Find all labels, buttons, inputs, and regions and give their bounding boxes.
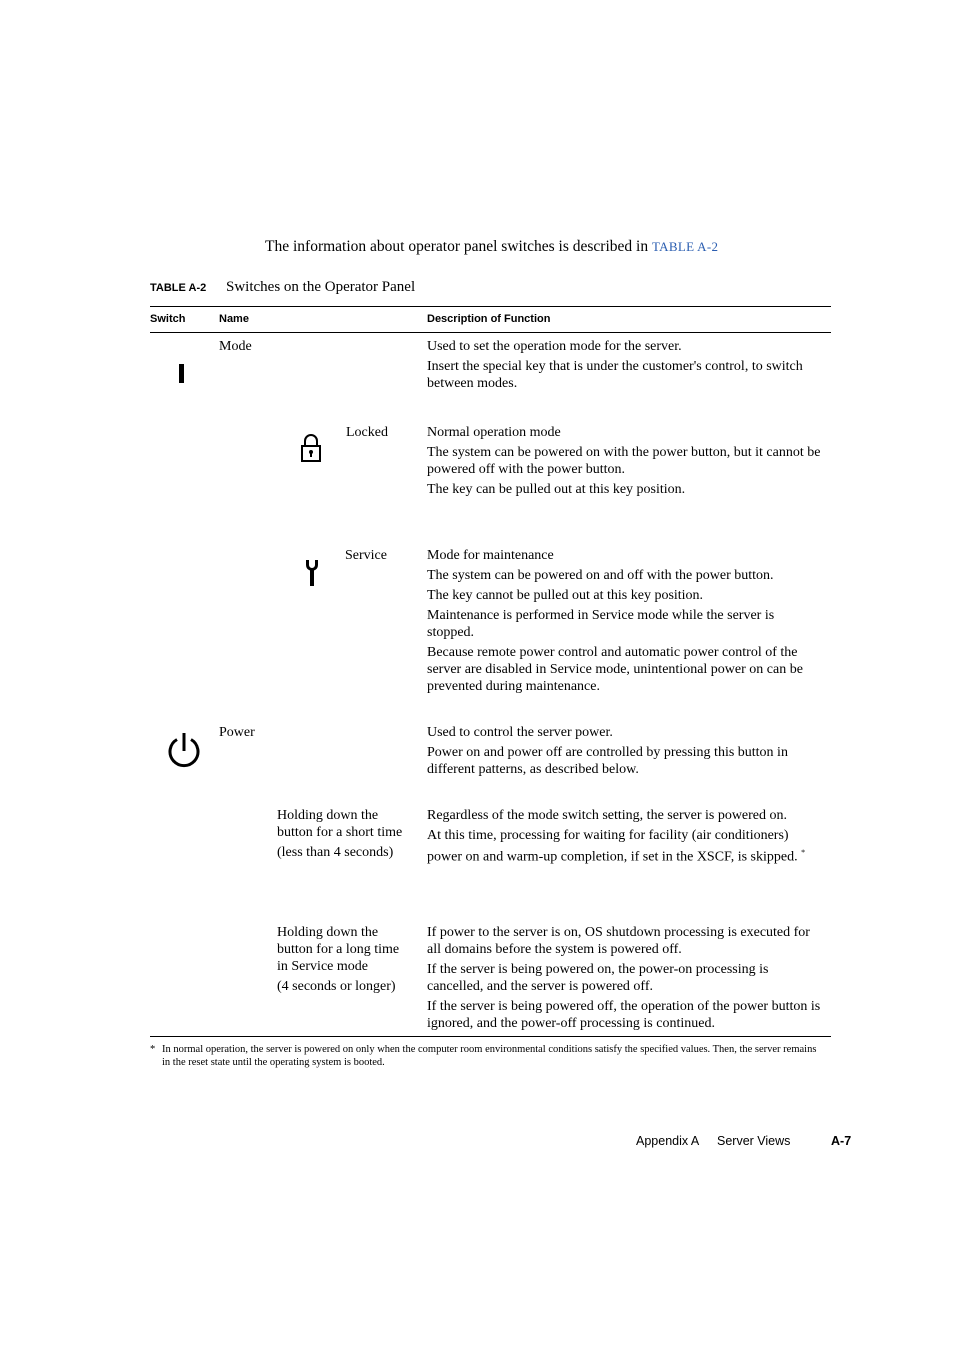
desc-line: Mode for maintenance <box>427 548 554 563</box>
name-note: (4 seconds or longer) <box>277 979 396 994</box>
header-switch: Switch <box>150 313 186 325</box>
table-bottom-rule <box>150 1036 831 1037</box>
desc-line: Maintenance is performed in Service mode while the server is stopped. <box>427 608 775 640</box>
name-line: Holding down the button for a short time <box>277 808 403 840</box>
row-mode-description <box>427 338 822 395</box>
footnote-text: In normal operation, the server is powered on only when the computer room environmental conditions satisfy the specified values. Then, the server remains in the reset state until the operating system is booted. <box>162 1044 817 1068</box>
row-locked-description <box>427 424 822 501</box>
intro-text: The information about operator panel switches is described in <box>265 238 652 255</box>
intro-paragraph <box>265 238 718 256</box>
wrench-icon <box>303 558 321 588</box>
footer-page-number: A-7 <box>831 1134 852 1148</box>
table-label: TABLE A-2 <box>150 282 207 294</box>
footnote-ref: * <box>801 848 806 857</box>
row-short-press-name <box>277 807 409 864</box>
desc-line: The system can be powered on and off with the power button. <box>427 568 774 583</box>
row-power-name: Power <box>219 725 255 740</box>
footer-chapter: Appendix A <box>636 1134 700 1148</box>
table-top-rule <box>150 306 831 307</box>
name-note: (less than 4 seconds) <box>277 845 394 860</box>
row-long-press-description <box>427 924 822 1035</box>
row-short-press-description <box>427 807 822 869</box>
table-a2-link[interactable]: TABLE A-2 <box>651 239 719 254</box>
header-name: Name <box>219 313 249 325</box>
desc-line: Used to set the operation mode for the server. <box>427 339 682 354</box>
row-mode-name: Mode <box>219 339 252 354</box>
table-header-rule <box>150 332 831 333</box>
row-service-name: Service <box>345 548 387 563</box>
desc-text: At this time, processing for waiting for facility (air conditioners) power on and warm-up completion, if set in the XSCF, is skipped. <box>427 828 798 865</box>
header-description: Description of Function <box>427 313 551 325</box>
power-icon <box>166 731 202 769</box>
desc-line: The key can be pulled out at this key position. <box>427 482 686 497</box>
row-long-press-name <box>277 924 412 998</box>
desc-line: Insert the special key that is under the customer's control, to switch between modes. <box>427 359 803 391</box>
lock-icon <box>299 433 323 463</box>
desc-line: If the server is being powered off, the operation of the power button is ignored, and the power-off processing is continued. <box>427 999 821 1031</box>
footnote-mark: * <box>150 1044 156 1055</box>
desc-line: The key cannot be pulled out at this key position. <box>427 588 704 603</box>
desc-line: Regardless of the mode switch setting, the server is powered on. <box>427 808 788 823</box>
row-power-description <box>427 724 822 781</box>
mode-switch-icon <box>179 364 184 383</box>
desc-line: Used to control the server power. <box>427 725 613 740</box>
table-title: Switches on the Operator Panel <box>226 279 416 295</box>
desc-line: Because remote power control and automatic power control of the server are disabled in Service mode, unintentional power on can be prevented during maintenance. <box>427 645 803 694</box>
desc-line-with-note <box>427 827 822 866</box>
footer-section: Server Views <box>717 1134 791 1148</box>
name-line: Holding down the button for a long time in Service mode <box>277 925 400 974</box>
desc-line: The system can be powered on with the power button, but it cannot be powered off with the power button. <box>427 445 821 477</box>
desc-line: Power on and power off are controlled by pressing this button in different patterns, as described below. <box>427 745 788 777</box>
row-service-description <box>427 547 822 698</box>
desc-line: If the server is being powered on, the power-on processing is cancelled, and the server is powered off. <box>427 962 769 994</box>
desc-line: If power to the server is on, OS shutdown processing is executed for all domains before the system is powered off. <box>427 925 810 957</box>
row-locked-name: Locked <box>346 425 388 440</box>
desc-line: Normal operation mode <box>427 425 561 440</box>
